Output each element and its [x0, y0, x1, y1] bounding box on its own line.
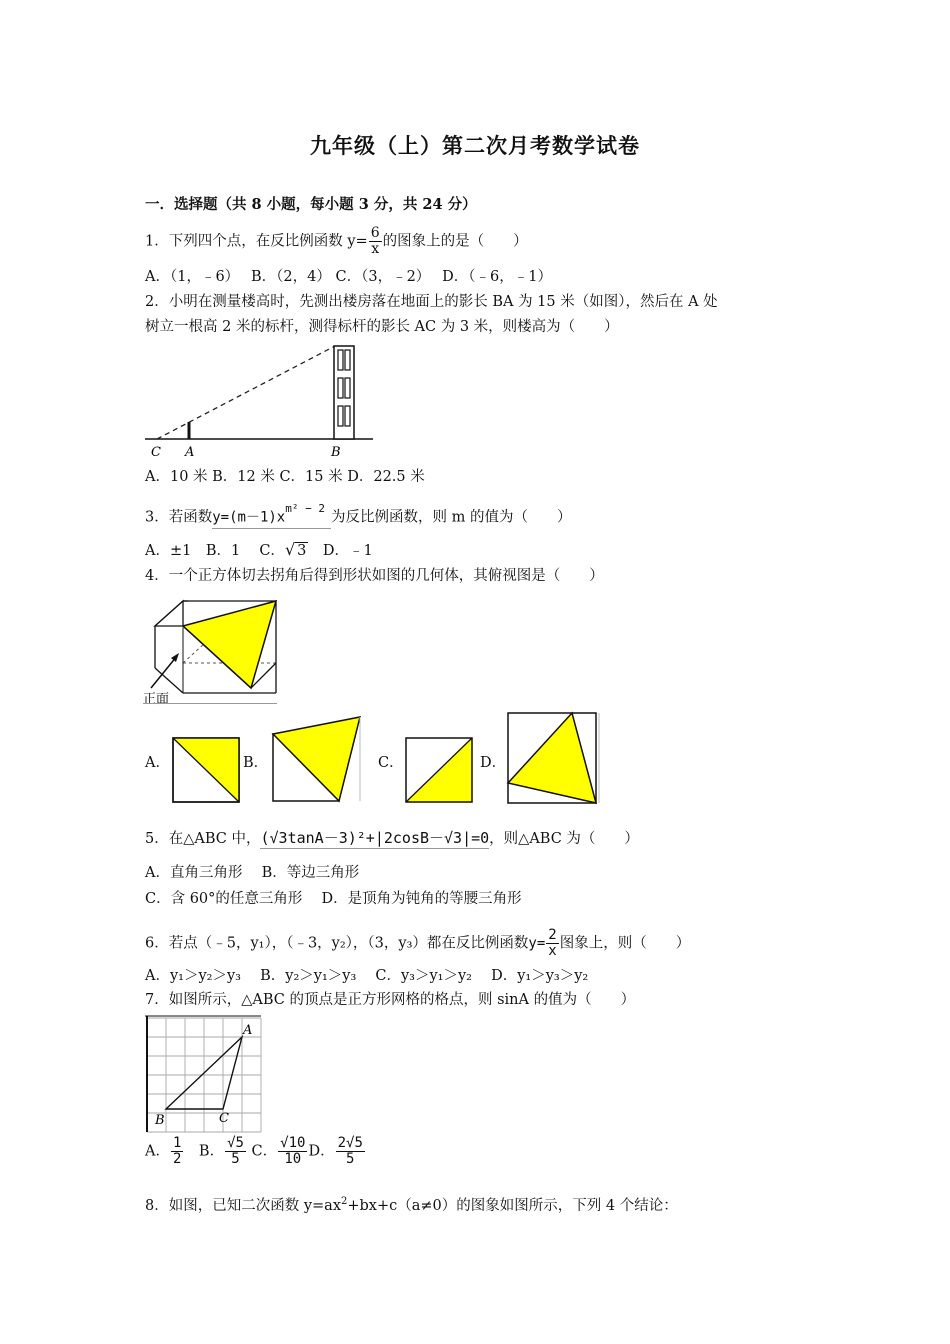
q6-fraction	[546, 928, 558, 959]
q4-option-c-label: C．	[378, 755, 404, 771]
q8-superscript: 2	[341, 1196, 348, 1207]
q4-option-b-figure	[267, 714, 363, 804]
arrow-head	[171, 653, 179, 662]
question-5-stem	[145, 828, 639, 849]
q4-option-b-label: B．	[243, 755, 269, 771]
question-1-stem	[145, 226, 528, 257]
question-5-options-2: C．含 60°的任意三角形 D．是顶角为钝角的等腰三角形	[145, 891, 522, 907]
q7-opt-c: C．	[246, 1143, 278, 1160]
q6-text-b: 图象上，则（ ）	[559, 935, 691, 952]
front-label: 正面	[143, 692, 170, 707]
q5-text-b: ，则△ABC 为（ ）	[489, 831, 639, 847]
q7-frac-d	[336, 1136, 365, 1167]
q8-text-b: +bx+c（a≠0）的图象如图所示，下列 4 个结论：	[347, 1197, 678, 1214]
q7-d-num: 2√5	[337, 1135, 363, 1151]
q7-a-den: 2	[172, 1151, 182, 1167]
q1-text-b: 的图象上的是（ ）	[382, 233, 528, 250]
q7-opt-b: B．	[184, 1143, 225, 1160]
top-face-part	[155, 601, 183, 626]
q3-formula-base: y=(m－1)x	[212, 509, 286, 526]
q3-formula-exponent: m² − 2	[285, 502, 325, 515]
q7-grid-figure	[143, 1014, 265, 1134]
q1-frac-den: x	[371, 241, 380, 257]
q7-c-num: √10	[280, 1135, 306, 1151]
q7-a-num: 1	[172, 1135, 182, 1151]
q3-text-b: 为反比例函数，则 m 的值为（ ）	[331, 509, 572, 526]
q7-b-den: 5	[231, 1151, 240, 1167]
q5-text-a: 5．在△ABC 中，	[145, 831, 261, 847]
question-1-options: A．（1，﹣6） B．（2，4） C．（3，﹣2） D．（﹣6，﹣1）	[145, 269, 552, 285]
question-2-line1: 2．小明在测量楼高时，先测出楼房落在地面上的影长 BA 为 15 米（如图），然后在 A 处	[145, 294, 718, 310]
q7-frac-a	[171, 1136, 183, 1167]
q4-option-d-label: D．	[480, 755, 507, 771]
label-b: B	[331, 445, 341, 460]
q4-option-a-label: A．	[145, 755, 170, 771]
q1-fraction	[369, 226, 382, 257]
q3-formula	[212, 503, 331, 529]
q7-c-den: 10	[284, 1151, 302, 1167]
q6-frac-den: x	[548, 943, 557, 959]
question-2-options: A．10 米 B．12 米 C．15 米 D．22.5 米	[145, 469, 425, 485]
q1-text-a: 1．下列四个点，在反比例函数 y=	[145, 233, 368, 250]
q3-opt-a: A．±1 B．1 C．	[145, 543, 285, 559]
q5-formula: (√3tanA－3)²+|2cosB－√3|=0	[260, 829, 490, 847]
label-c: C	[219, 1111, 229, 1126]
label-c: C	[151, 445, 161, 460]
question-3-stem	[145, 503, 571, 529]
q1-frac-num: 6	[370, 225, 380, 241]
q3-sqrt-value: 3	[297, 543, 307, 559]
question-7-options	[145, 1136, 366, 1167]
section-heading: 一．选择题（共 8 小题，每小题 3 分，共 24 分）	[145, 196, 477, 213]
label-a: A	[243, 1023, 253, 1038]
page-title: 九年级（上）第二次月考数学试卷	[310, 133, 640, 158]
building	[334, 346, 354, 439]
q4-option-c-figure	[405, 737, 473, 803]
cut-face	[183, 601, 276, 688]
q7-frac-b	[225, 1136, 246, 1167]
question-4-stem: 4．一个正方体切去拐角后得到形状如图的几何体，其俯视图是（ ）	[145, 568, 604, 584]
divider	[143, 703, 277, 704]
q7-frac-c	[278, 1136, 307, 1167]
question-8-stem	[145, 1192, 678, 1216]
question-7-stem: 7．如图所示，△ABC 的顶点是正方形网格的格点，则 sinA 的值为（ ）	[145, 992, 636, 1008]
q4-option-d-figure	[506, 711, 602, 805]
question-5-options-1: A．直角三角形 B．等边三角形	[145, 865, 360, 881]
q7-opt-d: D．	[308, 1143, 335, 1160]
q6-frac-num: 2	[548, 927, 557, 943]
question-2-line2: 树立一根高 2 米的标杆，测得标杆的影长 AC 为 3 米，则楼高为（ ）	[145, 319, 619, 335]
shadow-ray	[157, 346, 335, 439]
q6-frac-lhs: y=	[528, 935, 546, 952]
q3-text-a: 3．若函数	[145, 509, 213, 526]
sqrt-sign: √	[284, 540, 296, 559]
q2-figure	[143, 342, 375, 460]
q7-d-den: 5	[346, 1151, 355, 1167]
q8-text-a: 8．如图，已知二次函数 y=ax	[145, 1197, 341, 1214]
q6-text-a: 6．若点（﹣5，y₁），（﹣3，y₂），（3，y₃）都在反比例函数	[145, 935, 529, 952]
q7-opt-a: A．	[145, 1143, 170, 1160]
q4-option-a-figure	[172, 737, 240, 803]
question-6-stem	[145, 928, 690, 959]
question-6-options: A．y₁＞y₂＞y₃ B．y₂＞y₁＞y₃ C．y₃＞y₁＞y₂ D．y₁＞y₃＞y₂	[145, 968, 589, 984]
label-b: B	[155, 1113, 165, 1128]
q7-b-num: √5	[227, 1135, 244, 1151]
question-3-options	[145, 540, 373, 561]
label-a: A	[185, 445, 195, 460]
q3-opt-d: D．﹣1	[308, 543, 373, 559]
